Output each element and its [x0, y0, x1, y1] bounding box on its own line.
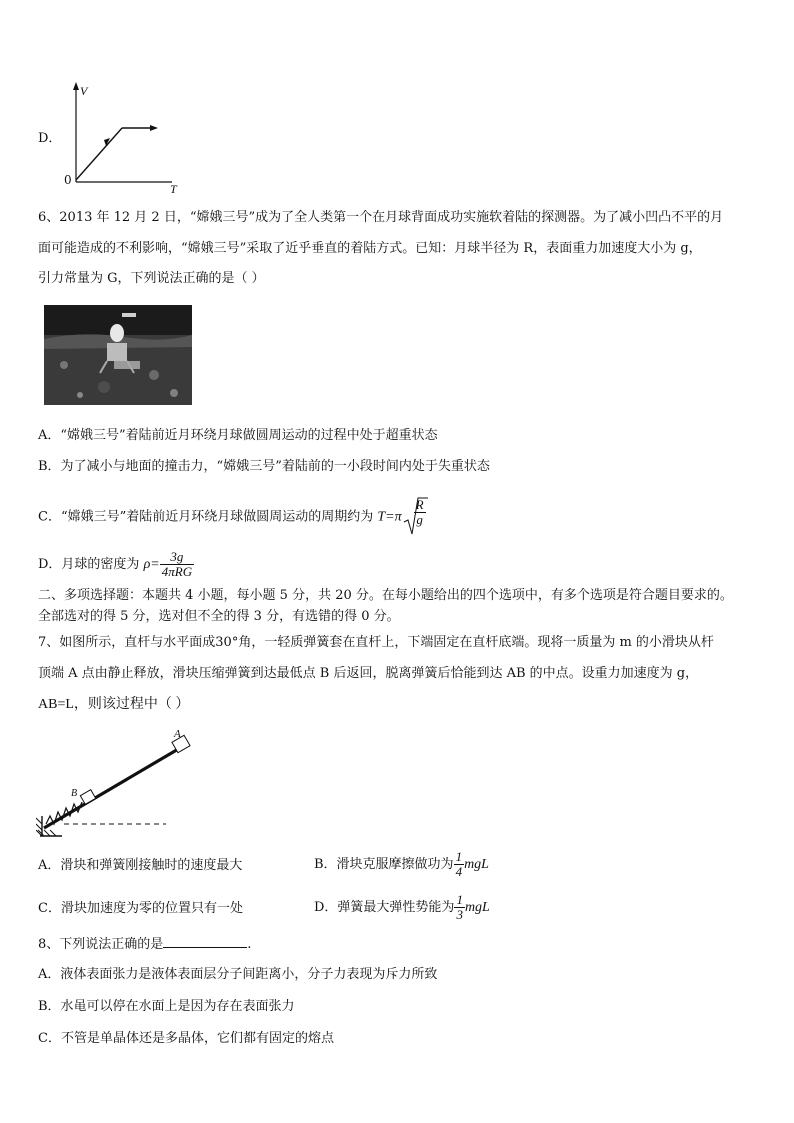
q7-stem-line2: 顶端 A 点由静止释放，滑块压缩弹簧到达最低点 B 后返回，脱离弹簧后恰能到达 AB 的中点。设重力加速度为 g， [38, 666, 699, 681]
diagram-spring [46, 802, 82, 824]
diagram-block-b [80, 790, 95, 805]
q8-stem [38, 935, 251, 954]
graph-y-arrow [73, 82, 79, 90]
q8-option-b: B．水黾可以停在水面上是因为存在表面张力 [38, 999, 295, 1014]
q6-option-b: B．为了减小与地面的撞击力，“嫦娥三号”着陆前的一小段时间内处于失重状态 [38, 459, 490, 474]
q6-option-c [38, 496, 428, 538]
q6-option-d-text: D．月球的密度为 [38, 557, 144, 572]
q8-answer-blank[interactable] [163, 935, 247, 948]
q6-lander-photo [44, 305, 192, 405]
q7-option-d-den: 3 [456, 907, 463, 922]
q7-option-b-num: 1 [455, 849, 463, 864]
q7-option-b [314, 848, 489, 882]
graph-flat-arrow [150, 125, 158, 131]
diagram-point-a-label: A [174, 728, 181, 740]
q6-stem-line1: 6、2013 年 12 月 2 日，“嫦娥三号”成为了全人类第一个在月球背面成功实施软着陆的探测器。为了减小凹凸不平的月 [38, 210, 724, 225]
graph-rising-segment [76, 128, 122, 180]
section2-instructions-line2: 全部选对的得 5 分，选对但不全的得 3 分，有选错的得 0 分。 [38, 609, 400, 624]
q6-option-d-fraction [160, 550, 194, 579]
graph-y-label: V [80, 84, 88, 98]
q6-option-d-formula-lhs: ρ= [143, 557, 160, 572]
lander-photo-illustration [44, 305, 192, 405]
q7-option-d-num: 1 [456, 892, 463, 907]
graph-origin-label: 0 [64, 173, 72, 187]
q6-stem-line2: 面可能造成的不利影响，“嫦娥三号”采取了近乎垂直的着陆方式。已知：月球半径为 R，表面重力加速度大小为 g， [38, 241, 702, 256]
q6-option-a: A．“嫦娥三号”着陆前近月环绕月球做圆周运动的过程中处于超重状态 [38, 428, 438, 443]
diagram-point-b-label: B [71, 788, 78, 799]
graph-x-label: T [170, 182, 177, 196]
q7-stem-line1: 7、如图所示，直杆与水平面成30°角，一轻质弹簧套在直杆上，下端固定在直杆底端。现将一质量为 m 的小滑块从杆 [38, 635, 714, 650]
q7-option-d-text: D．弹簧最大弹性势能为 [314, 900, 455, 915]
q6-option-c-num: R [415, 497, 424, 512]
q8-option-a: A．液体表面张力是液体表面层分子间距离小，分子力表现为斥力所致 [38, 967, 438, 982]
q7-option-d-tail: mgL [464, 900, 490, 915]
q8-option-c: C．不管是单晶体还是多晶体，它们都有固定的熔点 [38, 1031, 334, 1046]
q6-option-d-num: 3g [160, 550, 194, 565]
q7-option-b-den: 4 [455, 864, 463, 879]
q6-option-c-den: g [416, 512, 423, 527]
q7-option-b-tail: mgL [464, 857, 489, 872]
section2-instructions-line1: 二、多项选择题：本题共 4 小题，每小题 5 分，共 20 分。在每小题给出的四个选项中，有多个选项是符合题目要求的。 [38, 588, 733, 603]
q6-option-c-text: C．“嫦娥三号”着陆前近月环绕月球做圆周运动的周期约为 [38, 509, 378, 525]
q6-option-c-fraction [414, 498, 426, 527]
q6-option-d-den: 4πRG [161, 564, 193, 579]
q8-stem-suffix: . [247, 937, 252, 952]
q7-option-d-fraction [454, 893, 465, 922]
q7-stem-line3: AB=L，则该过程中（ ） [38, 697, 190, 712]
q6-option-c-formula-lhs: T=π [377, 509, 402, 525]
q7-option-b-fraction [454, 850, 465, 879]
diagram-rod [44, 748, 180, 828]
q7-option-b-text: B．滑块克服摩擦做功为 [314, 857, 454, 872]
q6-option-c-sqrt [402, 496, 428, 538]
q6-stem-line3: 引力常量为 G，下列说法正确的是（ ） [38, 271, 265, 286]
q5-option-d-label: D． [38, 131, 62, 146]
q7-incline-diagram [36, 726, 206, 838]
q7-option-d [314, 891, 490, 925]
q6-option-d [38, 548, 194, 582]
q7-option-a: A．滑块和弹簧刚接触时的速度最大 [38, 858, 243, 873]
q7-option-c: C．滑块加速度为零的位置只有一处 [38, 901, 243, 916]
q8-stem-prefix: 8、下列说法正确的是 [38, 937, 164, 952]
